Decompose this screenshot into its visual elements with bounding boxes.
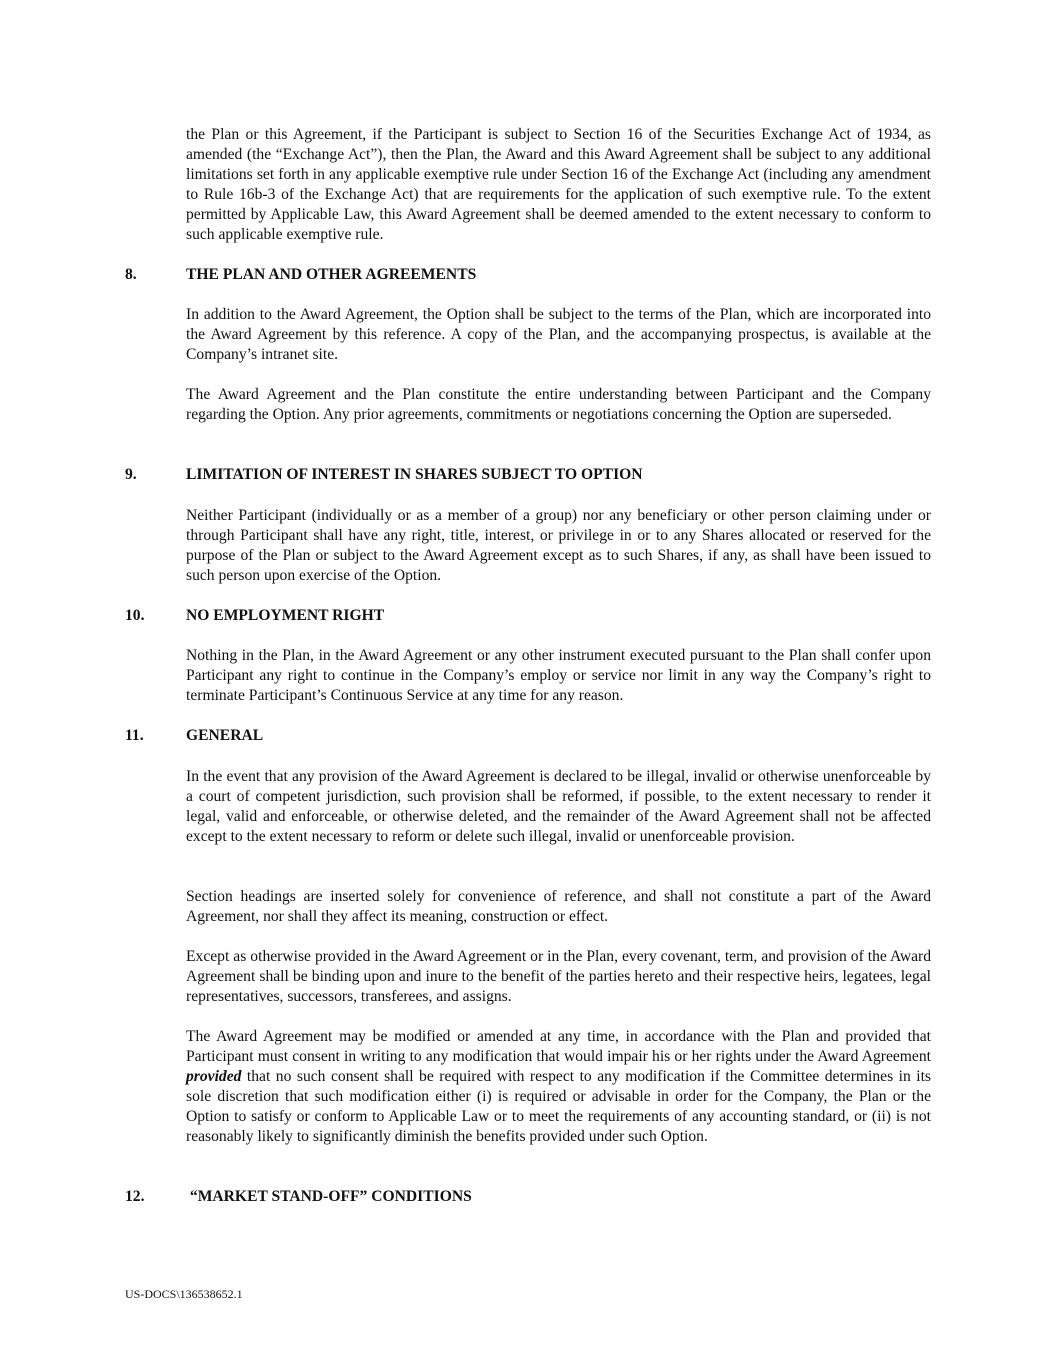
section-number: 11.	[125, 727, 144, 744]
section-number: 10.	[125, 607, 145, 624]
section-12-heading	[125, 1187, 472, 1207]
section-11-paragraph-2: Section headings are inserted solely for convenience of reference, and shall not constitute a part of the Award Agreement, nor shall they affect its meaning, construction or effect.	[186, 888, 931, 925]
section-11-heading	[125, 726, 263, 746]
section-11-paragraph-1: In the event that any provision of the Award Agreement is declared to be illegal, invalid or otherwise unenforceable by a court of competent jurisdiction, such provision shall be reformed, if possible, to the extent necessary to render it legal, valid and enforceable, or otherwise deleted, and the remainder of the Award Agreement shall not be affected except to the extent necessary to reform or delete such illegal, invalid or unenforceable provision.	[186, 768, 931, 845]
section-9-heading	[125, 465, 643, 485]
section-title: GENERAL	[186, 727, 264, 744]
document-footer-id: US-DOCS\136538652.1	[125, 1287, 243, 1301]
section-number: 9.	[125, 466, 137, 483]
section-8-paragraph-2: The Award Agreement and the Plan constitute the entire understanding between Participant and the Company regarding the Option. Any prior agreements, commitments or negotiations concerning the Option are superseded.	[186, 386, 931, 423]
section-title: NO EMPLOYMENT RIGHT	[186, 607, 385, 624]
section-title: LIMITATION OF INTEREST IN SHARES SUBJECT TO OPTION	[186, 466, 643, 483]
section-8-heading	[125, 265, 476, 285]
section-10-paragraph-1: Nothing in the Plan, in the Award Agreement or any other instrument executed pursuant to the Plan shall confer upon Participant any right to continue in the Company’s employ or service nor limit in any way the Company’s right to terminate Participant’s Continuous Service at any time for any reason.	[186, 647, 931, 704]
section-title: THE PLAN AND OTHER AGREEMENTS	[186, 266, 477, 283]
intro-paragraph: the Plan or this Agreement, if the Participant is subject to Section 16 of the Securities Exchange Act of 1934, as amended (the “Exchange Act”), then the Plan, the Award and this Award Agreement shall be subject to any additional limitations set forth in any applicable exemptive rule under Section 16 of the Exchange Act (including any amendment to Rule 16b-3 of the Exchange Act) that are requirements for the application of such exemptive rule. To the extent permitted by Applicable Law, this Award Agreement shall be deemed amended to the extent necessary to conform to such applicable exemptive rule.	[186, 126, 931, 243]
provided-emphasis: provided	[186, 1068, 242, 1085]
section-8-paragraph-1: In addition to the Award Agreement, the Option shall be subject to the terms of the Plan, which are incorporated into the Award Agreement by this reference. A copy of the Plan, and the accompanying prospectus, is available at the Company’s intranet site.	[186, 306, 931, 363]
section-title: “MARKET STAND-OFF” CONDITIONS	[186, 1188, 472, 1205]
section-10-heading	[125, 606, 384, 626]
section-number: 12.	[125, 1188, 145, 1205]
section-9-paragraph-1: Neither Participant (individually or as a member of a group) nor any beneficiary or other person claiming under or through Participant shall have any right, title, interest, or privilege in or to any Shares allocated or reserved for the purpose of the Plan or subject to the Award Agreement except as to such Shares, if any, as shall have been issued to such person upon exercise of the Option.	[186, 507, 931, 584]
section-number: 8.	[125, 266, 137, 283]
section-11-paragraph-3: Except as otherwise provided in the Award Agreement or in the Plan, every covenant, term, and provision of the Award Agreement shall be binding upon and inure to the benefit of the parties hereto and their respective heirs, legatees, legal representatives, successors, transferees, and assigns.	[186, 948, 931, 1005]
paragraph-text-after: that no such consent shall be required with respect to any modification if the Committee determines in its sole discretion that such modification either (i) is required or advisable in order for the Company, the Plan or the Option to satisfy or conform to Applicable Law or to meet the requirements of any accounting standard, or (ii) is not reasonably likely to significantly diminish the benefits provided under such Option.	[186, 1068, 931, 1145]
section-11-paragraph-4	[186, 1027, 931, 1147]
paragraph-text-before: The Award Agreement may be modified or amended at any time, in accordance with the Plan and provided that Participant must consent in writing to any modification that would impair his or her rights under the Award Agreement	[186, 1028, 931, 1065]
